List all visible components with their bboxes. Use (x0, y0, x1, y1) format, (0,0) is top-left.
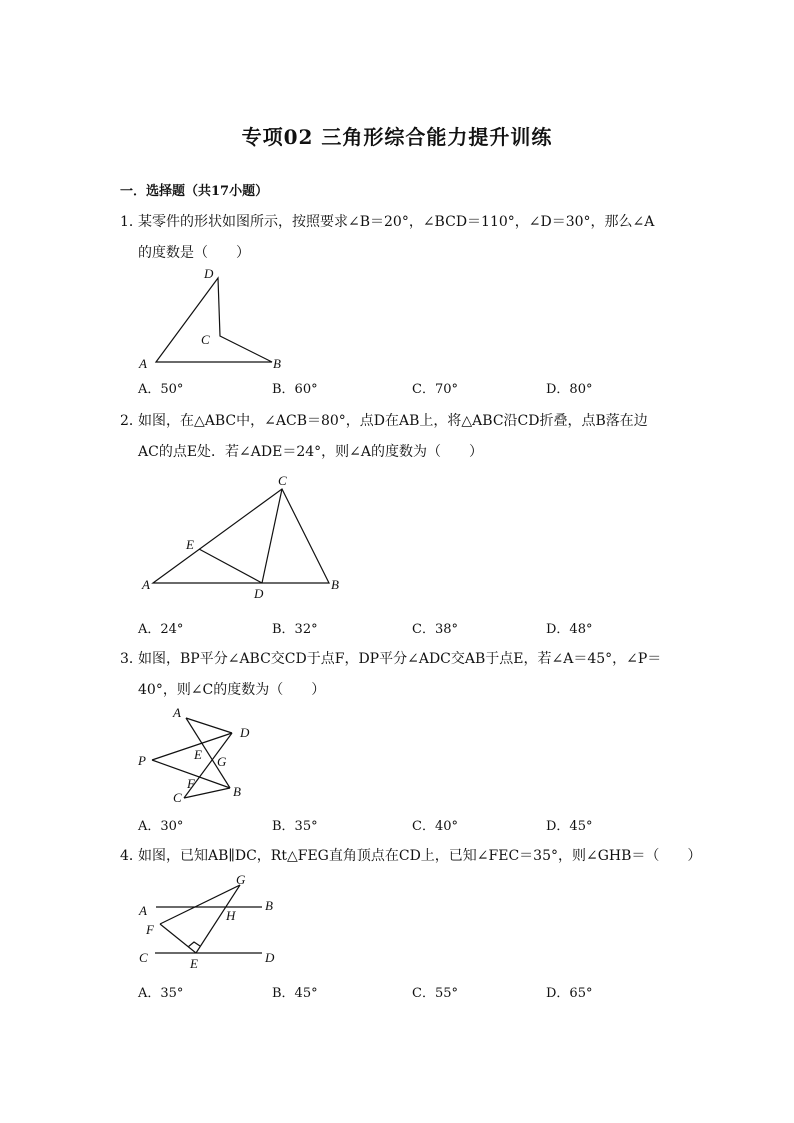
q4-label-d: D (265, 950, 275, 965)
q3-option-a[interactable]: A．30° (138, 819, 184, 834)
q1-option-c[interactable]: C．70° (412, 382, 458, 397)
q4-label-a: A (139, 903, 147, 918)
page-title: 专项02 三角形综合能力提升训练 (241, 125, 553, 149)
q3-label-b: B (233, 784, 241, 799)
q4-option-d[interactable]: D．65° (546, 986, 593, 1001)
q3-label-a: A (173, 705, 181, 720)
question-2-line-1: 2．如图，在△ABC中，∠ACB＝80°，点D在AB上，将△ABC沿CD折叠，点B落在边 (120, 410, 648, 430)
q3-label-e: E (194, 747, 202, 762)
q2-label-a: A (142, 577, 150, 592)
q3-option-b[interactable]: B．35° (272, 819, 318, 834)
q2-option-a[interactable]: A．24° (138, 622, 184, 637)
q2-label-e: E (186, 537, 194, 552)
section-heading: 一．选择题（共17小题） (120, 184, 269, 199)
q2-option-c[interactable]: C．38° (412, 622, 458, 637)
q4-label-f: F (146, 922, 154, 937)
q1-option-d[interactable]: D．80° (546, 382, 593, 397)
q3-option-c[interactable]: C．40° (412, 819, 458, 834)
q3-label-d: D (240, 725, 250, 740)
q4-label-b: B (265, 898, 273, 913)
q4-label-e: E (190, 956, 198, 971)
q1-label-b: B (273, 356, 281, 371)
question-2-line-2: AC的点E处．若∠ADE＝24°，则∠A的度数为（ ） (138, 444, 483, 460)
q3-option-d[interactable]: D．45° (546, 819, 593, 834)
q1-label-d: D (204, 266, 214, 281)
q3-label-f: F (187, 776, 195, 791)
q2-label-d: D (254, 586, 264, 601)
question-3-line-2: 40°，则∠C的度数为（ ） (138, 682, 326, 698)
q3-label-c: C (173, 790, 182, 805)
q2-option-b[interactable]: B．32° (272, 622, 318, 637)
question-3-line-1: 3．如图，BP平分∠ABC交CD于点F，DP平分∠ADC交AB于点E，若∠A＝45°，∠P＝ (120, 648, 661, 668)
q4-option-a[interactable]: A．35° (138, 986, 184, 1001)
q4-option-b[interactable]: B．45° (272, 986, 318, 1001)
q2-label-b: B (331, 577, 339, 592)
q4-right-angle-mark (188, 942, 200, 947)
question-1-number: 1． (120, 214, 143, 230)
question-1-line-2: 的度数是（ ） (138, 245, 250, 261)
q1-label-c: C (201, 332, 210, 347)
q2-option-d[interactable]: D．48° (546, 622, 593, 637)
q4-label-h: H (226, 908, 236, 923)
q3-label-g: G (217, 754, 227, 769)
question-4-number: 4． (120, 848, 143, 864)
question-2-number: 2． (120, 413, 143, 429)
question-1-line-1: 1．某零件的形状如图所示，按照要求∠B＝20°，∠BCD＝110°，∠D＝30°，那么∠A (120, 211, 654, 231)
question-4-line-1: 4．如图，已知AB∥DC，Rt△FEG直角顶点在CD上，已知∠FEC＝35°，则∠GHB＝（ ） (120, 845, 701, 865)
q1-option-b[interactable]: B．60° (272, 382, 318, 397)
q4-label-g: G (236, 872, 246, 887)
q3-label-p: P (138, 753, 146, 768)
q1-option-a[interactable]: A．50° (138, 382, 184, 397)
q4-segment-fe (160, 924, 196, 953)
question-3-number: 3． (120, 651, 143, 667)
q4-option-c[interactable]: C．55° (412, 986, 458, 1001)
q2-label-c: C (278, 473, 287, 488)
q4-label-c: C (139, 950, 148, 965)
q1-label-a: A (139, 356, 147, 371)
